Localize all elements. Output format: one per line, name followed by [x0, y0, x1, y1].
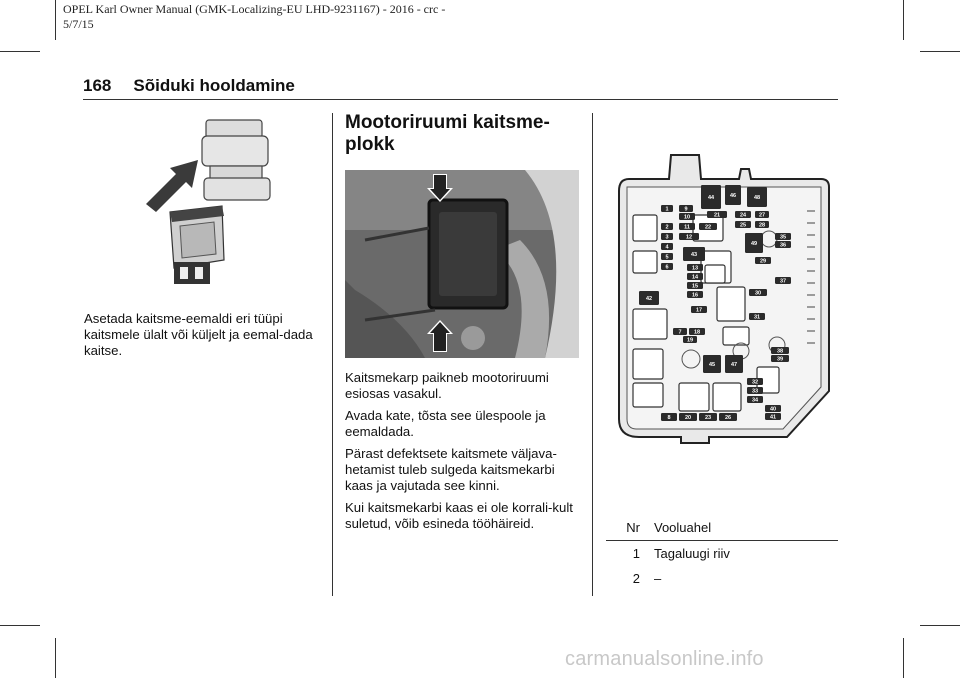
crop-mark [0, 625, 40, 626]
fuse-slot-36 [775, 241, 791, 249]
column-header-nr: Nr [606, 515, 654, 541]
fuse-slot-9 [679, 205, 693, 213]
crop-mark [920, 625, 960, 626]
fuse-slot-25 [735, 221, 751, 229]
extractor-caption: Asetada kaitsme-eemaldi eri tüüpi kaitsmele ülalt või küljelt ja eemal-dada kaitse. [84, 311, 313, 358]
fuse-label: 45 [708, 362, 716, 368]
fuse-slot-12 [679, 233, 699, 241]
relay-socket [633, 215, 657, 241]
fuse-slot-41 [765, 413, 781, 421]
fuse-slot-10 [679, 213, 695, 221]
col2-text [345, 370, 585, 532]
fuse-slot-20 [679, 413, 697, 421]
fuse-label: 17 [695, 307, 703, 314]
fuse-label: 44 [707, 195, 715, 201]
fuse-slot-30 [749, 289, 767, 297]
fuse-slot-7 [673, 328, 687, 336]
table-row [606, 541, 838, 567]
fuse-label: 39 [776, 356, 784, 363]
paragraph: Pärast defektsete kaitsmete väljava-hetamist tuleb sulgeda kaitsmekarbi kaas ja vajutada see kinni. [345, 446, 557, 493]
fuse-slot-48 [747, 187, 767, 207]
fuse-label: 11 [684, 224, 690, 231]
fuse-slot-27 [755, 211, 769, 219]
crop-mark [920, 51, 960, 52]
fuse-slot-38 [771, 347, 789, 355]
fuse-label: 27 [758, 212, 766, 219]
fuse-label: 31 [753, 314, 761, 321]
engine-bay-photo [345, 170, 579, 358]
relay-socket [633, 309, 667, 339]
fuse-label: 20 [684, 415, 692, 421]
column-divider [592, 113, 593, 596]
relay-socket [717, 287, 745, 321]
crop-mark [0, 51, 40, 52]
fuse-label: 30 [754, 290, 762, 297]
fuse-label: 40 [769, 406, 777, 413]
table-row [606, 566, 838, 591]
manual-header [63, 2, 445, 32]
fuse-slot-46 [725, 185, 741, 205]
fuse-slot-43 [683, 247, 705, 261]
column-header-circuit: Vooluahel [654, 515, 838, 541]
crop-mark [55, 0, 56, 40]
fuse-slot-6 [661, 263, 673, 271]
fuse-slot-18 [689, 328, 705, 336]
fuse-label: 32 [751, 379, 759, 386]
fuse-slot-47 [725, 355, 743, 373]
fuse-label: 34 [751, 397, 759, 404]
fuse-slot-34 [747, 396, 763, 404]
fuse-label: 9 [684, 206, 688, 213]
paragraph: Kaitsmekarp paikneb mootoriruumi esiosas vasakul. [345, 370, 549, 401]
fuse-slot-29 [755, 257, 771, 265]
fuse-extractor-drawing [140, 114, 290, 294]
fuse-circuit: – [654, 571, 662, 586]
fuse-label: 49 [750, 241, 758, 247]
header-rule [83, 99, 838, 100]
fuse-slot-19 [683, 336, 697, 344]
fuse-slot-32 [747, 378, 763, 386]
fuse-label: 24 [739, 212, 747, 219]
table-header-row [606, 515, 838, 541]
fuse-extractor-illustration [140, 114, 290, 294]
fuse-slot-17 [691, 306, 707, 314]
crop-mark [55, 638, 56, 678]
fuse-slot-28 [755, 221, 769, 229]
fuse-slot-22 [699, 223, 717, 231]
fuse-slot-5 [661, 253, 673, 261]
fuse-slot-26 [719, 413, 737, 421]
crop-mark [903, 638, 904, 678]
fuse-number: 2 [632, 571, 640, 586]
section-title: Sõiduki hooldamine [133, 76, 295, 95]
fuse-slot-15 [687, 282, 703, 290]
fuse-slot-1 [661, 205, 673, 213]
page-number: 168 [83, 76, 112, 95]
fuse-slot-33 [747, 387, 763, 395]
fuse-label: 35 [779, 234, 787, 241]
section-heading: Mootoriruumi kaitsme-plokk [345, 112, 550, 155]
fuse-label: 22 [704, 224, 712, 231]
engine-bay-drawing [345, 170, 579, 358]
fuse-slot-49 [745, 233, 763, 253]
fuse-slot-42 [639, 291, 659, 305]
fuse-circuit: Tagaluugi riiv [654, 546, 730, 561]
fuse-label: 12 [685, 234, 693, 241]
fuse-label: 2 [665, 224, 669, 231]
fuse-slot-14 [687, 273, 703, 281]
fuse-label: 6 [665, 264, 669, 271]
fuse-label: 38 [776, 348, 784, 355]
fuse-slot-44 [701, 185, 721, 209]
relay-socket [633, 251, 657, 273]
fuse-slot-3 [661, 233, 673, 241]
fuse-slot-24 [735, 211, 751, 219]
fuse-slot-2 [661, 223, 673, 231]
fuse-label: 4 [665, 244, 669, 251]
relay-socket [723, 327, 749, 345]
fuse-label: 7 [678, 329, 682, 336]
fuse-label: 5 [665, 254, 669, 261]
fuse-label: 26 [724, 415, 732, 421]
fuse-slot-23 [699, 413, 717, 421]
fuse-label: 46 [729, 193, 737, 199]
fuse-slot-21 [707, 211, 727, 219]
fuse-box-drawing [609, 151, 837, 451]
fuse-label: 29 [759, 258, 767, 265]
fuse-label: 15 [691, 283, 699, 290]
fuse-slot-13 [687, 264, 703, 272]
fuse-box-diagram [609, 151, 837, 451]
fuse-slot-40 [765, 405, 781, 413]
fuse-slot-39 [771, 355, 789, 363]
paragraph: Avada kate, tõsta see ülespoole ja eemaldada. [345, 408, 546, 439]
fuse-label: 48 [753, 195, 761, 201]
fuse-label: 3 [665, 234, 669, 241]
relay-socket [705, 265, 725, 283]
fuse-label: 47 [730, 362, 738, 368]
fuse-label: 8 [667, 415, 671, 421]
fuse-slot-31 [749, 313, 765, 321]
fuse-slot-16 [687, 291, 703, 299]
fuse-label: 42 [645, 296, 653, 302]
fuse-label: 1 [665, 206, 669, 213]
fuse-label: 36 [779, 242, 787, 249]
fuse-slot-8 [661, 413, 677, 421]
fuse-slot-11 [679, 223, 695, 231]
page-heading [83, 76, 295, 96]
fuse-label: 41 [769, 414, 777, 421]
fuse-label: 28 [758, 222, 766, 229]
manual-header-line2: 5/7/15 [63, 17, 94, 31]
fuse-number: 1 [632, 546, 640, 561]
manual-header-line1: OPEL Karl Owner Manual (GMK-Localizing-EU LHD-9231167) - 2016 - crc - [63, 2, 446, 16]
column-divider [332, 113, 333, 596]
fuse-label: 14 [691, 274, 699, 281]
fuse-slot-4 [661, 243, 673, 251]
relay-socket [713, 383, 741, 411]
crop-mark [903, 0, 904, 40]
fuse-label: 37 [779, 278, 787, 285]
fuse-label: 19 [686, 337, 694, 344]
fuse-label: 13 [691, 265, 699, 272]
relay-socket [633, 349, 663, 379]
fuse-label: 18 [693, 329, 701, 336]
fuse-label: 16 [691, 292, 699, 299]
fuse-label: 21 [713, 212, 721, 219]
relay-socket [633, 383, 663, 407]
fuse-label: 43 [690, 252, 698, 258]
fuse-label: 23 [704, 415, 712, 421]
paragraph: Kui kaitsmekarbi kaas ei ole korrali-kult suletud, võib esineda tööhäireid. [345, 500, 573, 531]
fuse-label: 10 [683, 214, 691, 221]
fuse-table [606, 515, 838, 591]
fuse-slot-45 [703, 355, 721, 373]
watermark: carmanualsonline.info [565, 648, 764, 670]
fuse-slot-35 [775, 233, 791, 241]
fuse-label: 33 [751, 388, 759, 395]
fuse-label: 25 [739, 222, 747, 229]
relay-socket [679, 383, 709, 411]
fuse-slot-37 [775, 277, 791, 285]
